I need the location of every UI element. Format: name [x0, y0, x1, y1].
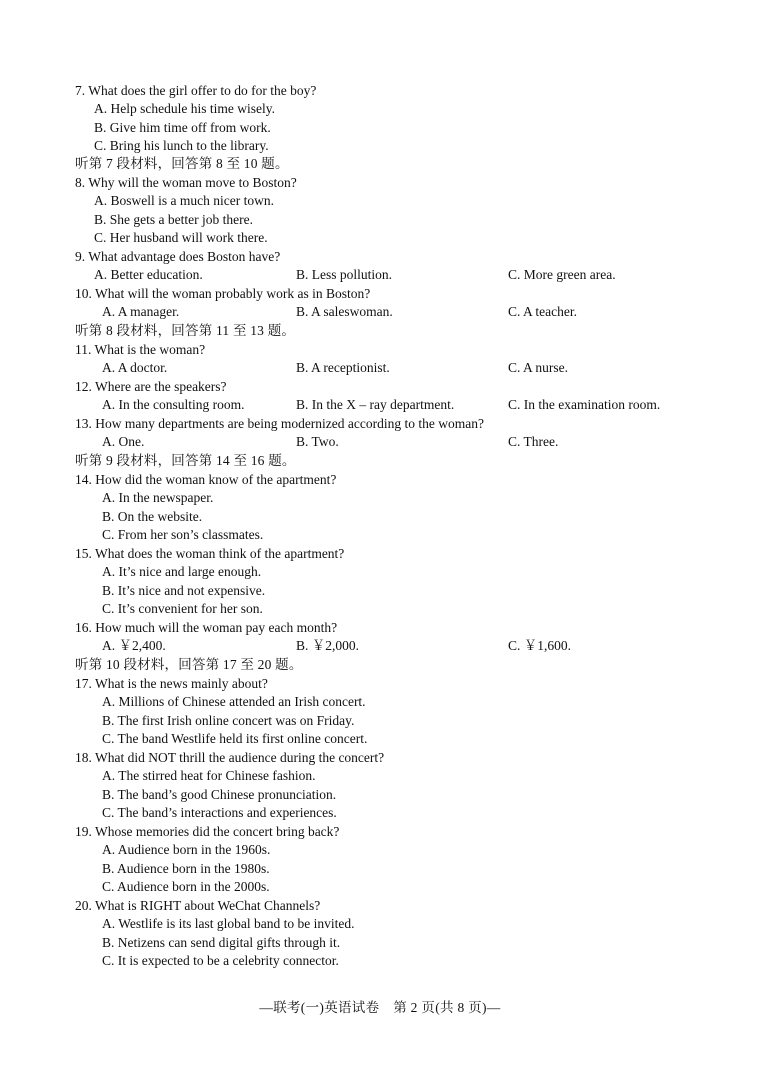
q15-option-c: C. It’s convenient for her son.	[102, 601, 263, 616]
q20-option-b: B. Netizens can send digital gifts through it.	[102, 935, 341, 950]
q12-option-b: B. In the X – ray department.	[296, 397, 455, 412]
q14-option-b: B. On the website.	[102, 509, 203, 524]
q8-option-a: A. Boswell is a much nicer town.	[94, 193, 274, 208]
section-heading-7: 听第 7 段材料，回答第 8 至 10 题。	[75, 156, 289, 171]
q20-option-a: A. Westlife is its last global band to be invited.	[102, 916, 355, 931]
section-heading-9: 听第 9 段材料，回答第 14 至 16 题。	[75, 453, 296, 468]
q19-option-c: C. Audience born in the 2000s.	[102, 879, 270, 894]
q11-option-a: A. A doctor.	[102, 360, 168, 375]
q10-option-a: A. A manager.	[102, 304, 180, 319]
q8-stem: 8. Why will the woman move to Boston?	[75, 175, 297, 190]
q13-option-a: A. One.	[102, 434, 145, 449]
q18-stem: 18. What did NOT thrill the audience during the concert?	[75, 750, 385, 765]
section-heading-10: 听第 10 段材料，回答第 17 至 20 题。	[75, 657, 303, 672]
q16-option-a: A. ￥2,400.	[102, 638, 166, 653]
q13-stem: 13. How many departments are being modernized according to the woman?	[75, 416, 484, 431]
q11-option-b: B. A receptionist.	[296, 360, 390, 375]
q10-options-row	[0, 303, 760, 321]
section-heading-8: 听第 8 段材料，回答第 11 至 13 题。	[75, 323, 296, 338]
q19-option-b: B. Audience born in the 1980s.	[102, 861, 270, 876]
q10-stem: 10. What will the woman probably work as in Boston?	[75, 286, 371, 301]
q15-option-b: B. It’s nice and not expensive.	[102, 583, 266, 598]
q13-options-row	[0, 433, 760, 451]
q12-option-a: A. In the consulting room.	[102, 397, 245, 412]
q7-option-a: A. Help schedule his time wisely.	[94, 101, 275, 116]
q11-options-row	[0, 359, 760, 377]
q16-options-row	[0, 637, 760, 655]
q20-stem: 20. What is RIGHT about WeChat Channels?	[75, 898, 321, 913]
q12-stem: 12. Where are the speakers?	[75, 379, 227, 394]
q15-stem: 15. What does the woman think of the apartment?	[75, 546, 345, 561]
q19-option-a: A. Audience born in the 1960s.	[102, 842, 271, 857]
q16-option-c: C. ￥1,600.	[508, 638, 572, 653]
q17-option-b: B. The first Irish online concert was on Friday.	[102, 713, 355, 728]
q18-option-c: C. The band’s interactions and experiences.	[102, 805, 337, 820]
q10-option-b: B. A saleswoman.	[296, 304, 393, 319]
q7-stem: 7. What does the girl offer to do for the boy?	[75, 83, 317, 98]
q17-option-c: C. The band Westlife held its first online concert.	[102, 731, 368, 746]
q7-option-c: C. Bring his lunch to the library.	[94, 138, 269, 153]
q15-option-a: A. It’s nice and large enough.	[102, 564, 262, 579]
q11-option-c: C. A nurse.	[508, 360, 569, 375]
q11-stem: 11. What is the woman?	[75, 342, 206, 357]
q10-option-c: C. A teacher.	[508, 304, 577, 319]
q7-option-b: B. Give him time off from work.	[94, 120, 271, 135]
q8-option-c: C. Her husband will work there.	[94, 230, 268, 245]
q8-option-b: B. She gets a better job there.	[94, 212, 253, 227]
q9-option-b: B. Less pollution.	[296, 267, 393, 282]
q14-stem: 14. How did the woman know of the apartment?	[75, 472, 337, 487]
q13-option-b: B. Two.	[296, 434, 339, 449]
q16-option-b: B. ￥2,000.	[296, 638, 360, 653]
q12-options-row	[0, 396, 760, 414]
q20-option-c: C. It is expected to be a celebrity connector.	[102, 953, 339, 968]
q17-option-a: A. Millions of Chinese attended an Irish concert.	[102, 694, 366, 709]
q9-option-c: C. More green area.	[508, 267, 616, 282]
q18-option-b: B. The band’s good Chinese pronunciation.	[102, 787, 337, 802]
q19-stem: 19. Whose memories did the concert bring back?	[75, 824, 340, 839]
q9-option-a: A. Better education.	[94, 267, 203, 282]
q17-stem: 17. What is the news mainly about?	[75, 676, 268, 691]
page-footer: —联考(一)英语试卷 第 2 页(共 8 页)—	[259, 1000, 501, 1015]
q14-option-a: A. In the newspaper.	[102, 490, 214, 505]
q16-stem: 16. How much will the woman pay each month?	[75, 620, 338, 635]
q12-option-c: C. In the examination room.	[508, 397, 661, 412]
q14-option-c: C. From her son’s classmates.	[102, 527, 264, 542]
q9-stem: 9. What advantage does Boston have?	[75, 249, 281, 264]
q13-option-c: C. Three.	[508, 434, 559, 449]
q18-option-a: A. The stirred heat for Chinese fashion.	[102, 768, 316, 783]
q9-options-row	[0, 266, 760, 284]
